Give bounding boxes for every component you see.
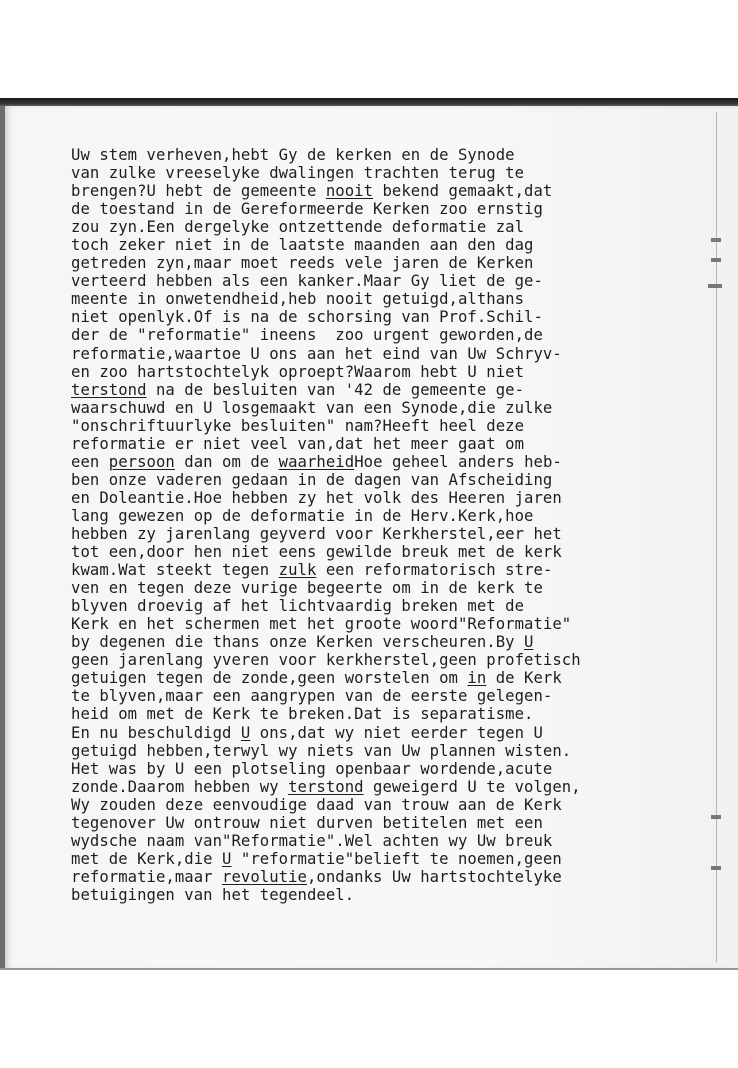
text-line [71,345,671,363]
text-segment: getreden zyn,maar moet reeds vele jaren de Kerken [71,254,534,273]
text-line [71,272,671,290]
text-line [71,164,671,182]
text-line [71,200,671,218]
text-segment: "onschriftuurlyke besluiten" nam?Heeft heel deze [71,416,525,435]
text-segment: geen jarenlang yveren voor kerkherstel,geen profetisch [71,651,581,670]
text-line [71,742,671,760]
text-segment: ben onze vaderen gedaan in de dagen van Afscheiding [71,470,553,489]
text-segment: te blyven,maar een aangrypen van de eerste gelegen- [71,687,553,706]
text-segment: En nu beschuldigd [71,723,241,742]
text-line [71,507,671,525]
text-segment: en Doleantie.Hoe hebben zy het volk des Heeren jaren [71,488,562,507]
text-segment: en zoo hartstochtelyk oproept?Waarom hebt U niet [71,362,525,381]
text-segment: verteerd hebben als een kanker.Maar Gy liet de ge- [71,272,543,291]
text-segment: Uw stem verheven,hebt Gy de kerken en de Synode [71,146,515,164]
text-segment: Wy zouden deze eenvoudige daad van trouw aan de Kerk [71,795,562,814]
text-line [71,182,671,200]
text-segment: Kerk en het schermen met het groote woord"Reformatie" [71,615,572,634]
letter-body-text [71,146,671,904]
text-line [71,814,671,832]
text-line [71,561,671,579]
text-segment: de Kerk [486,669,562,688]
text-segment: van zulke vreeselyke dwalingen trachten terug te [71,164,525,183]
text-segment: blyven droevig af het lichtvaardig breken met de [71,597,525,616]
text-line [71,326,671,344]
underlined-word: terstond [288,777,364,796]
underlined-word: persoon [108,452,175,471]
text-segment: heid om met de Kerk te breken.Dat is separatisme. [71,705,534,724]
text-line [71,796,671,814]
underlined-word: zulk [278,561,317,580]
underlined-word: nooit [325,182,374,201]
text-line [71,254,671,272]
text-line [71,705,671,723]
underlined-word: U [240,723,251,742]
underlined-word: terstond [71,380,147,399]
text-line [71,669,671,687]
binding-mark [711,258,721,262]
text-segment: de toestand in de Gereformeerde Kerken zoo ernstig [71,200,543,219]
text-segment: geweigerd U te volgen, [363,777,581,796]
binding-mark [711,866,721,870]
binding-mark [711,815,721,819]
text-segment: een [71,452,109,471]
text-segment: zonde.Daarom hebben wy [71,777,289,796]
text-line [71,886,671,904]
underlined-word: waarheid [278,452,355,471]
binding-mark [708,284,722,288]
text-line [71,615,671,633]
page-left-edge [0,106,5,970]
text-segment: hebben zy jarenlang geyverd voor Kerkherstel,eer het [71,524,562,543]
text-line [71,308,671,326]
text-segment: betuigingen van het tegendeel. [71,885,355,904]
text-segment: lang gewezen op de deformatie in de Herv.Kerk,hoe [71,506,534,525]
text-line [71,597,671,615]
text-segment: niet openlyk.Of is na de schorsing van Prof.Schil- [71,308,543,327]
text-segment: reformatie,maar [71,867,223,886]
text-segment: der de "reformatie" ineens zoo urgent geworden,de [71,326,543,345]
text-line [71,435,671,453]
text-line [71,399,671,417]
text-segment: getuigen tegen de zonde,geen worstelen om [71,669,468,688]
text-line [71,471,671,489]
text-line [71,651,671,669]
text-segment: reformatie,waartoe U ons aan het eind van Uw Schryv- [71,344,562,363]
text-line [71,489,671,507]
text-segment: toch zeker niet in de laatste maanden aan den dag [71,236,534,255]
text-line [71,850,671,868]
text-line [71,146,671,164]
text-line [71,868,671,886]
text-line [71,236,671,254]
text-segment: Hoe geheel anders heb- [354,452,562,471]
text-segment: dan om de [174,452,279,471]
text-segment: ven en tegen deze vurige begeerte om in de kerk te [71,579,543,598]
text-segment: Het was by U een plotseling openbaar wordende,acute [71,759,553,778]
text-segment: na de besluiten van '42 de gemeente ge- [146,380,525,399]
text-segment: zou zyn.Een dergelyke ontzettende deformatie zal [71,218,525,237]
text-line [71,724,671,742]
text-segment: tegenover Uw ontrouw niet durven betitelen met een [71,813,543,832]
text-line [71,453,671,471]
text-line [71,760,671,778]
text-line [71,543,671,561]
text-segment: wydsche naam van"Reformatie".Wel achten wy Uw breuk [71,831,553,850]
text-segment: meente in onwetendheid,heb nooit getuigd,althans [71,290,525,309]
text-line [71,218,671,236]
text-segment: bekend gemaakt,dat [373,182,553,201]
text-line [71,381,671,399]
text-segment: reformatie er niet veel van,dat het meer gaat om [71,434,525,453]
text-segment: brengen?U hebt de gemeente [71,182,326,201]
text-segment: met de Kerk,die [71,849,223,868]
text-line [71,417,671,435]
underlined-word: in [467,669,487,688]
text-segment: ons,dat wy niet eerder tegen U [250,723,543,742]
text-segment: kwam.Wat steekt tegen [71,561,279,580]
text-line [71,525,671,543]
text-segment: tot een,door hen niet eens gewilde breuk met de kerk [71,543,562,562]
text-line [71,832,671,850]
text-line [71,633,671,651]
page-bottom-edge [0,968,738,970]
text-segment: waarschuwd en U losgemaakt van een Synode,die zulke [71,398,553,417]
binding-mark [711,238,721,242]
text-line [71,687,671,705]
text-segment: "reformatie"belieft te noemen,geen [231,849,562,868]
text-segment: ,ondanks Uw hartstochtelyke [306,867,562,886]
underlined-word: revolutie [222,867,307,886]
text-line [71,778,671,796]
text-line [71,290,671,308]
text-line [71,579,671,597]
text-segment: een reformatorisch stre- [316,561,553,580]
text-segment: getuigd hebben,terwyl wy niets van Uw plannen wisten. [71,741,572,760]
text-segment: by degenen die thans onze Kerken verscheuren.By [71,633,525,652]
underlined-word: U [222,849,232,868]
underlined-word: U [524,633,534,652]
text-line [71,363,671,381]
